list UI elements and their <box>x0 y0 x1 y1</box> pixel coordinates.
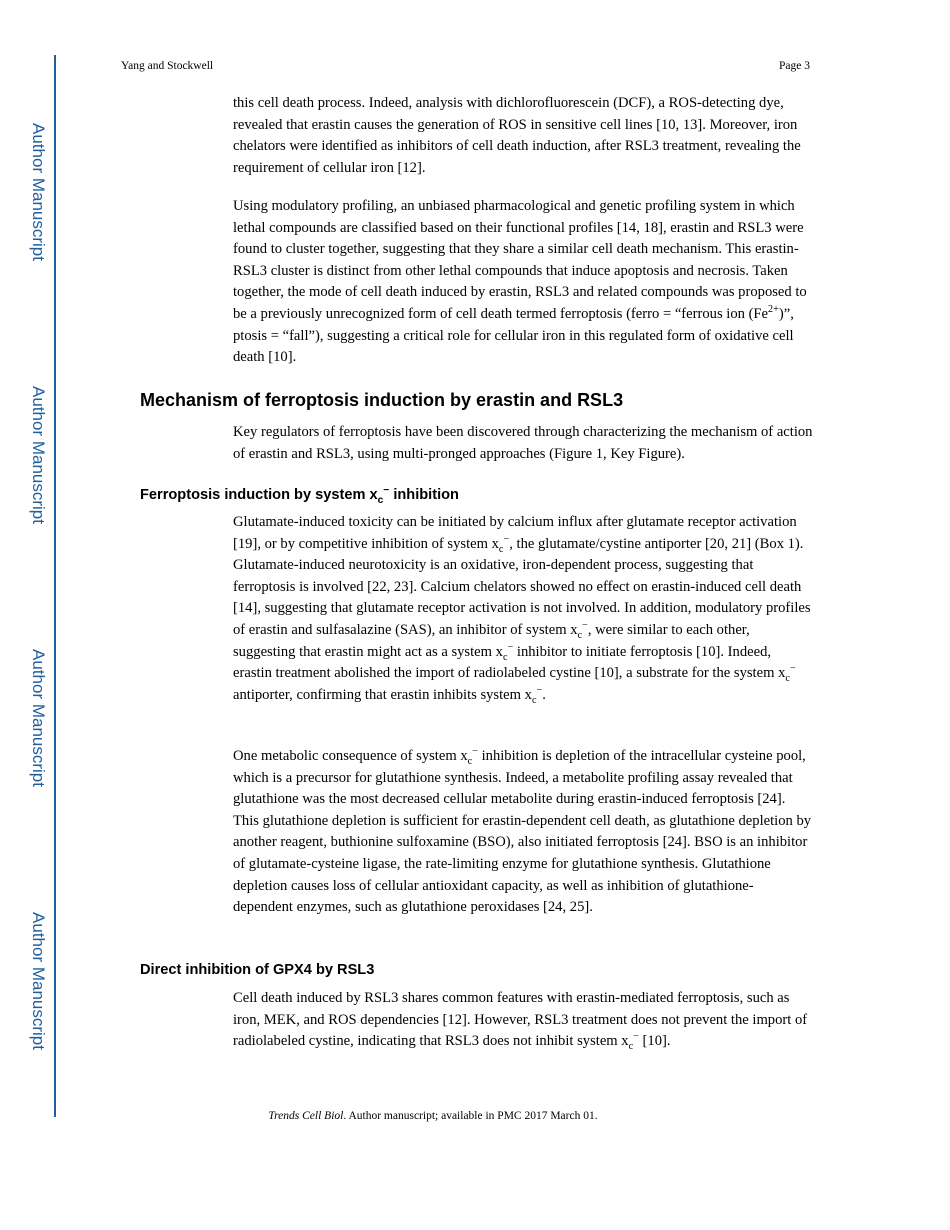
paragraph-2: Using modulatory profiling, an unbiased pharmacological and genetic profiling system in which lethal compounds are classified based on their functional profiles [14, 18], erastin and RSL3 were found to cluster together, suggesting that they share a similar cell death mechanism. This erastin-RSL3 cluster is distinct from other lethal compounds that induce apoptosis and necrosis. Taken together, the mode of cell death induced by erastin, RSL3 and related compounds was proposed to be a previously unrecognized form of cell death termed ferroptosis (ferro = “ferrous ion $(Fe^{2+})$”, ptosis = “fall”), suggesting a critical role for cellular iron in this regulated form of oxidative cell death [10]. <box>233 198 807 366</box>
paragraph-6: Cell death induced by RSL3 shares common features with erastin-mediated ferroptosis, such as iron, MEK, and ROS dependencies [12]. However, RSL3 treatment does not prevent the import of radiolabeled cystine, indicating that RSL3 does not inhibit system $x_c^-$ [10]. <box>233 990 808 1053</box>
paragraph-3: Key regulators of ferroptosis have been discovered through characterizing the mechanism of action of erastin and RSL3, using multi-pronged approaches (Figure 1, Key Figure). <box>233 424 813 462</box>
section-heading: Mechanism of ferroptosis induction by erastin and RSL3 <box>140 390 624 410</box>
paragraph-5: One metabolic consequence of system $x_c^-$ inhibition is depletion of the intracellular cysteine pool, which is a precursor for glutathione synthesis. Indeed, a metabolite profiling assay revealed that glutathione was the most decreased cellular metabolite during erastin-induced ferroptosis [24]. This glutathione depletion is sufficient for erastin-dependent cell death, as glutathione depletion by another reagent, buthionine sulfoxamine (BSO), also initiated ferroptosis [24]. BSO is an inhibitor of glutamate-cysteine ligase, the rate-limiting enzyme for glutathione synthesis. Glutathione depletion causes loss of cellular antioxidant capacity, as well as inhibition of glutathione-dependent enzymes, such as glutathione peroxidases [24, 25]. <box>233 746 812 916</box>
paragraph-1: this cell death process. Indeed, analysis with dichlorofluorescein (DCF), a ROS-detecting dye, revealed that erastin causes the generation of ROS in sensitive cell lines [10, 13]. Moreover, iron chelators were identified as inhibitors of cell death induction, after RSL3 treatment, revealing the requirement of cellular iron [12]. <box>233 95 801 176</box>
subsection-heading-system-xc: Ferroptosis induction by system $x_c^-$ inhibition <box>140 485 459 506</box>
subsection-heading-gpx4: Direct inhibition of GPX4 by RSL3 <box>140 962 375 978</box>
page-footer: Trends Cell Biol. Author manuscript; available in PMC 2017 March 01. <box>268 1110 598 1122</box>
running-head-authors: Yang and Stockwell <box>121 60 214 72</box>
paragraph-4: Glutamate-induced toxicity can be initiated by calcium influx after glutamate receptor activation [19], or by competitive inhibition of system $x_c^-$, the glutamate/cystine antiporter [20, 21] (Box 1). Glutamate-induced neurotoxicity is an oxidative, iron-dependent process, suggesting that ferroptosis is involved [22, 23]. Calcium chelators showed no effect on erastin-induced cell death [14], suggesting that glutamate receptor activation is not involved. In addition, modulatory profiles of erastin and sulfasalazine (SAS), an inhibitor of system $x_c^-$, were similar to each other, suggesting that erastin might act as a system $x_c^-$ inhibitor to initiate ferroptosis [10]. Indeed, erastin treatment abolished the import of radiolabeled cystine [10], a substrate for the system $x_c^-$ antiporter, confirming that erastin inhibits system $x_c^-$. <box>233 514 811 706</box>
sidebar-rule <box>54 55 56 1117</box>
journal-name: Trends Cell Biol <box>268 1110 344 1122</box>
running-head-page: Page 3 <box>779 60 810 72</box>
